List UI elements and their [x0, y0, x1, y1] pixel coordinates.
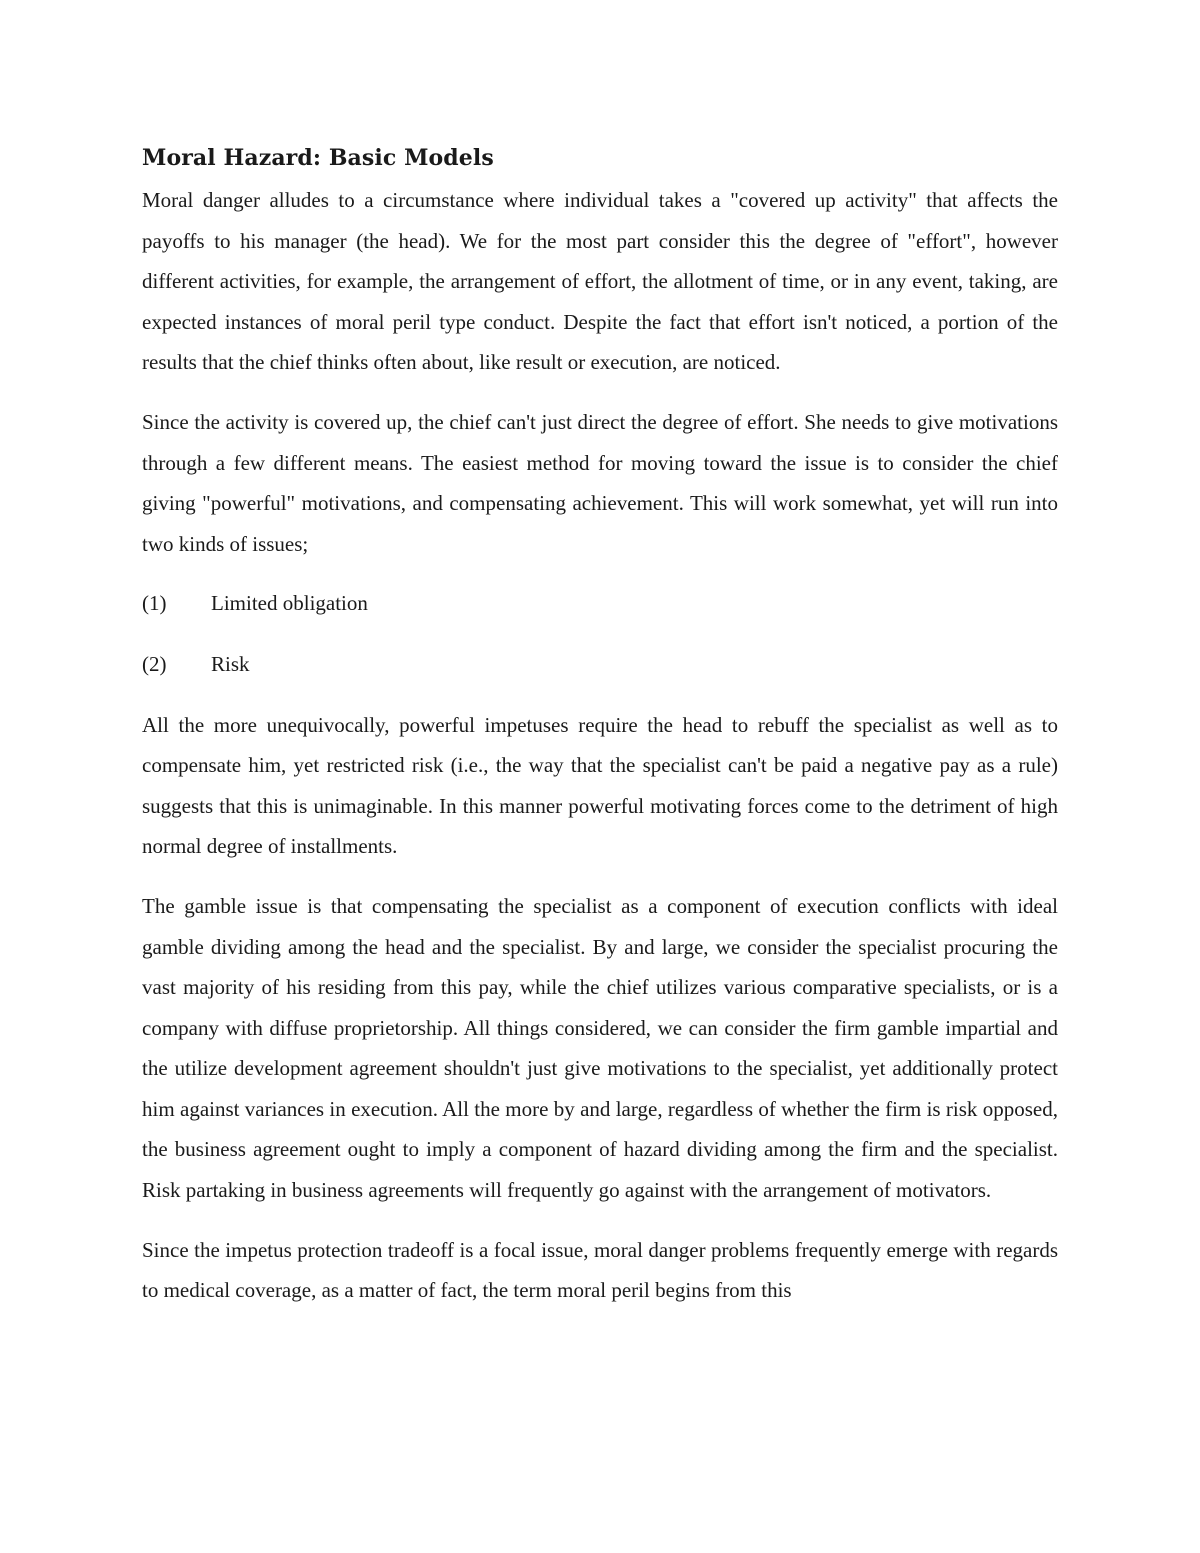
list-text: Limited obligation	[211, 591, 368, 616]
list-number: (1)	[142, 591, 167, 616]
document-title: Moral Hazard: Basic Models	[142, 145, 494, 171]
list-number: (2)	[142, 651, 167, 676]
document-page	[142, 138, 1058, 1311]
paragraph-2: Since the activity is covered up, the chief can't just direct the degree of effort. She needs to give motivations through a few different means. The easiest method for moving toward the issue is to consider the chief giving "powerful" motivations, and compensating achievement. This will work somewhat, yet will run into two kinds of issues;	[142, 409, 1058, 556]
paragraph-3: All the more unequivocally, powerful impetuses require the head to rebuff the specialist as well as to compensate him, yet restricted risk (i.e., the way that the specialist can't be paid a negative pay as a rule) suggests that this is unimaginable. In this manner powerful motivating forces come to the detriment of high normal degree of installments.	[142, 712, 1058, 859]
paragraph-1: Moral danger alludes to a circumstance where individual takes a "covered up activity" that affects the payoffs to his manager (the head). We for the most part consider this the degree of "effort", however different activities, for example, the arrangement of effort, the allotment of time, or in any event, taking, are expected instances of moral peril type conduct. Despite the fact that effort isn't noticed, a portion of the results that the chief thinks often about, like result or execution, are noticed.	[142, 188, 1058, 375]
list-item-2	[142, 644, 1058, 685]
list-item-1	[142, 583, 1058, 624]
paragraph-4: The gamble issue is that compensating the specialist as a component of execution conflicts with ideal gamble dividing among the head and the specialist. By and large, we consider the specialist procuring the vast majority of his residing from this pay, while the chief utilizes various comparative specialists, or is a company with diffuse proprietorship. All things considered, we can consider the firm gamble impartial and the utilize development agreement shouldn't just give motivations to the specialist, yet additionally protect him against variances in execution. All the more by and large, regardless of whether the firm is risk opposed, the business agreement ought to imply a component of hazard dividing among the firm and the specialist. Risk partaking in business agreements will frequently go against with the arrangement of motivators.	[142, 893, 1058, 1203]
list-text: Risk	[211, 651, 250, 676]
paragraph-5: Since the impetus protection tradeoff is a focal issue, moral danger problems frequently emerge with regards to medical coverage, as a matter of fact, the term moral peril begins from this	[142, 1237, 1058, 1303]
